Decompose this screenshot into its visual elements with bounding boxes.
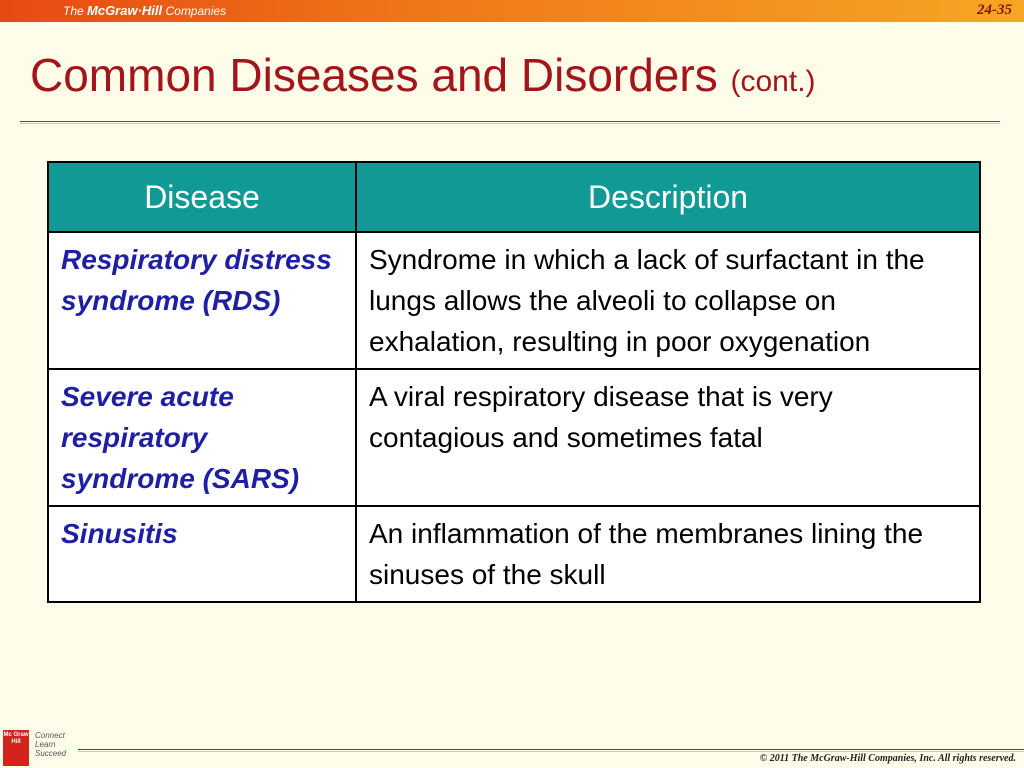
title-sub: (cont.) [730,65,816,98]
disease-name: Severe acute respiratory syndrome (SARS) [48,369,356,506]
title-main: Common Diseases and Disorders [30,49,731,101]
disease-description: A viral respiratory disease that is very contagious and sometimes fatal [356,369,980,506]
tagline: Connect Learn Succeed [35,731,67,758]
slide-title [30,50,816,101]
table-row [48,369,980,506]
title-divider-accent [20,123,1000,124]
disease-description: Syndrome in which a lack of surfactant in the lungs allows the alveoli to collapse on exhalation, resulting in poor oxygenation [356,232,980,369]
column-header-disease: Disease [48,162,356,232]
footer-divider [78,749,1024,750]
slide-number: 24-35 [977,2,1012,18]
table-row [48,506,980,602]
brand-logo: The McGraw·Hill Companies [63,3,227,18]
disease-name: Respiratory distress syndrome (RDS) [48,232,356,369]
mcgraw-hill-logo-icon: Mc Graw Hill [3,730,29,766]
title-divider [20,121,1000,122]
copyright-notice: © 2011 The McGraw-Hill Companies, Inc. All rights reserved. [759,753,1016,764]
column-header-description: Description [356,162,980,232]
footer-divider-accent [78,751,1024,752]
table-row [48,232,980,369]
disease-name: Sinusitis [48,506,356,602]
diseases-table [47,161,981,603]
disease-description: An inflammation of the membranes lining the sinuses of the skull [356,506,980,602]
table-header-row [48,162,980,232]
top-banner [0,0,1024,22]
